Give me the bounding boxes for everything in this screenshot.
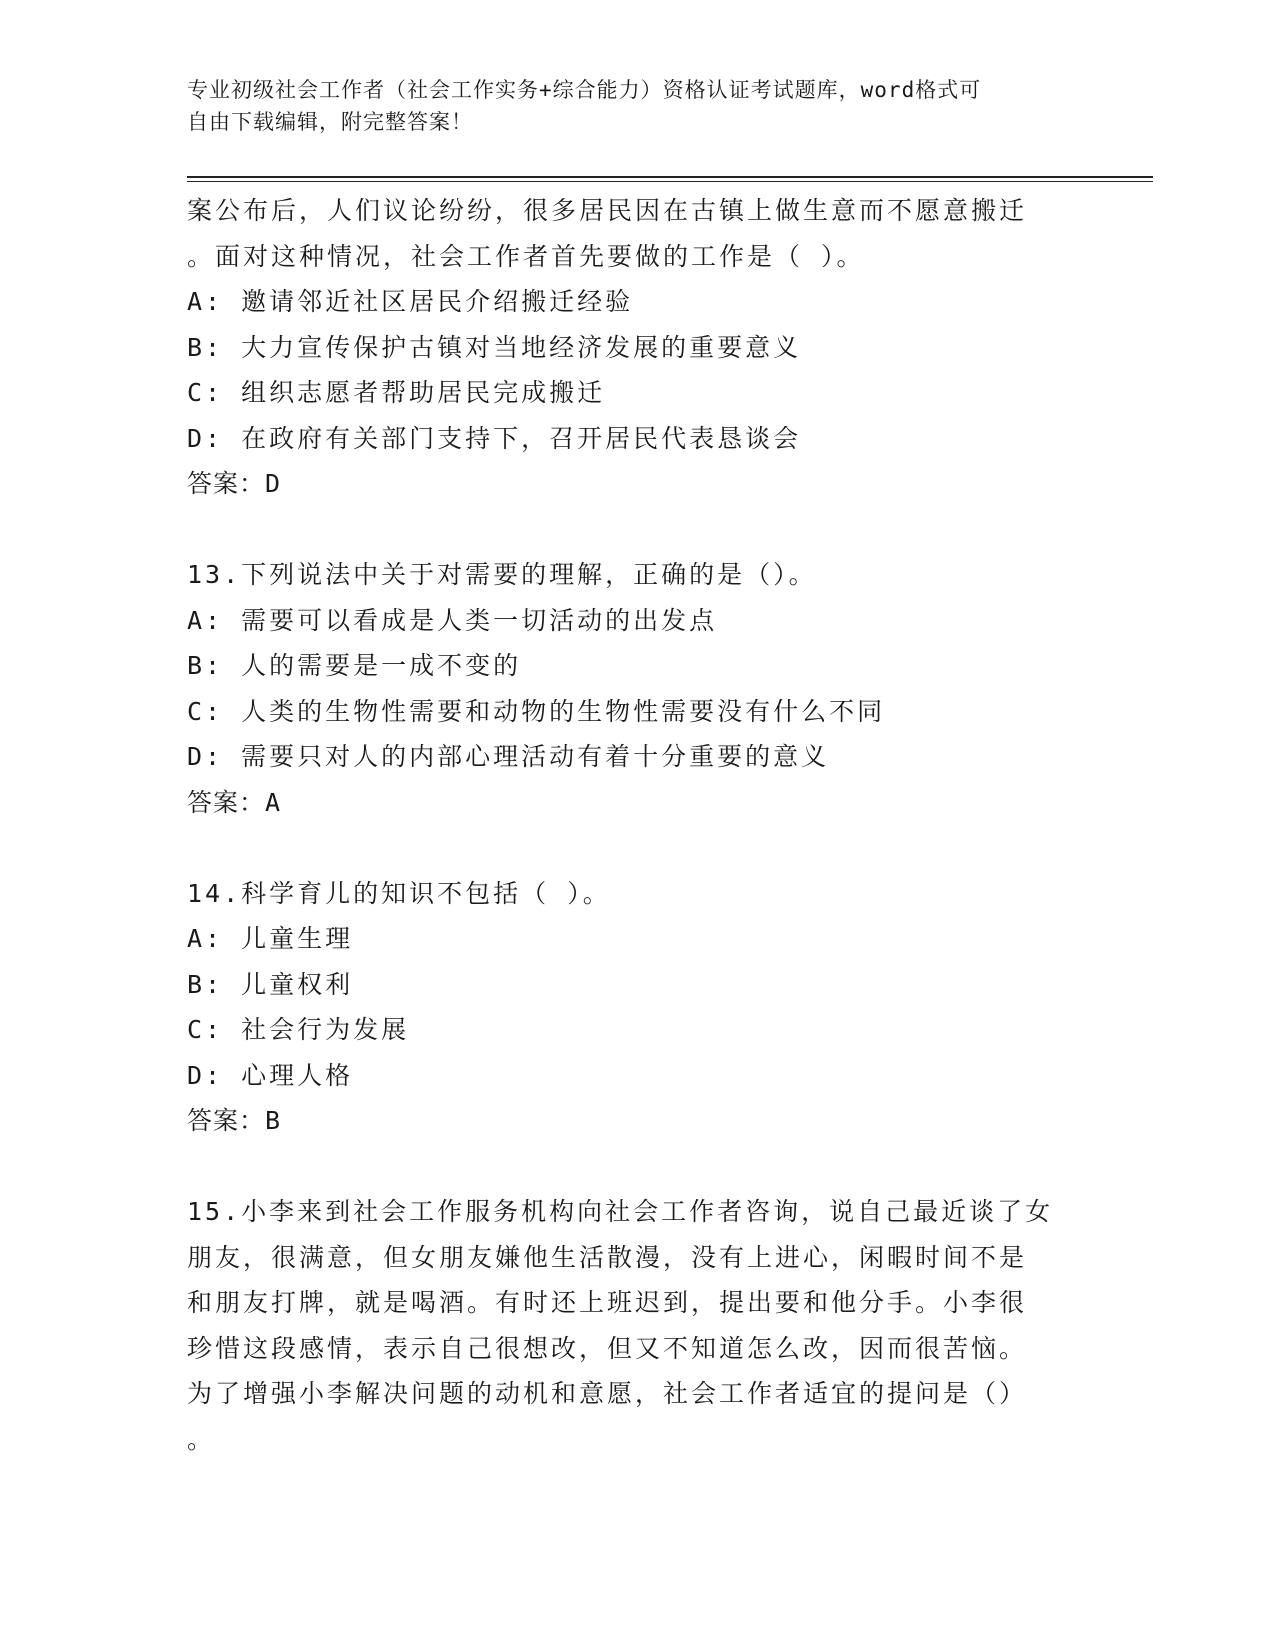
answer-line — [187, 461, 1117, 507]
answer-value: B — [265, 1106, 282, 1135]
header-title-line-1: 专业初级社会工作者（社会工作实务+综合能力）资格认证考试题库，word格式可 — [187, 78, 982, 102]
option-a: A: 需要可以看成是人类一切活动的出发点 — [187, 605, 718, 635]
question-14 — [187, 871, 1117, 1144]
option-d: D: 在政府有关部门支持下，召开居民代表恳谈会 — [187, 423, 802, 453]
option-c: C: 人类的生物性需要和动物的生物性需要没有什么不同 — [187, 696, 886, 726]
answer-line — [187, 1098, 1117, 1144]
option-d: D: 心理人格 — [187, 1060, 354, 1090]
question-stem-line: 珍惜这段感情，表示自己很想改，但又不知道怎么改，因而很苦恼。 — [187, 1333, 1028, 1363]
answer-line — [187, 780, 1117, 826]
option-b: B: 儿童权利 — [187, 969, 354, 999]
spacer — [187, 1144, 1117, 1190]
question-stem-line: 为了增强小李解决问题的动机和意愿，社会工作者适宜的提问是（） — [187, 1379, 1028, 1408]
document-header — [187, 74, 1087, 138]
answer-label: 答案： — [187, 1106, 266, 1135]
option-b: B: 人的需要是一成不变的 — [187, 651, 522, 680]
answer-label: 答案： — [187, 469, 266, 498]
question-stem-line: 14.科学育儿的知识不包括（ ）。 — [187, 878, 611, 908]
option-c: C: 组织志愿者帮助居民完成搬迁 — [187, 378, 606, 407]
header-title-line-2: 自由下载编辑，附完整答案！ — [187, 110, 473, 134]
question-stem-line: 。 — [187, 1424, 216, 1454]
question-13 — [187, 552, 1117, 825]
header-divider-thin — [187, 181, 1153, 182]
option-a: A: 儿童生理 — [187, 924, 354, 953]
question-stem-line: 。面对这种情况，社会工作者首先要做的工作是（ ）。 — [187, 241, 865, 271]
question-stem-line: 13.下列说法中关于对需要的理解，正确的是（）。 — [187, 560, 817, 589]
option-b: B: 大力宣传保护古镇对当地经济发展的重要意义 — [187, 332, 802, 362]
answer-value: D — [265, 469, 282, 498]
spacer — [187, 825, 1117, 871]
answer-value: A — [265, 787, 282, 817]
question-stem-line: 15.小李来到社会工作服务机构向社会工作者咨询，说自己最近谈了女 — [187, 1197, 1054, 1226]
question-stem-line: 案公布后，人们议论纷纷，很多居民因在古镇上做生意而不愿意搬迁 — [187, 196, 1028, 225]
option-c: C: 社会行为发展 — [187, 1015, 410, 1044]
question-stem-line: 和朋友打牌，就是喝酒。有时还上班迟到，提出要和他分手。小李很 — [187, 1288, 1028, 1317]
option-d: D: 需要只对人的内部心理活动有着十分重要的意义 — [187, 742, 830, 771]
option-a: A: 邀请邻近社区居民介绍搬迁经验 — [187, 287, 634, 316]
question-stem-line: 朋友，很满意，但女朋友嫌他生活散漫，没有上进心，闲暇时间不是 — [187, 1242, 1028, 1272]
header-divider-thick — [187, 176, 1153, 178]
question-list — [187, 188, 1117, 1462]
answer-label: 答案： — [187, 787, 266, 817]
spacer — [187, 507, 1117, 553]
question-12 — [187, 188, 1117, 507]
question-15 — [187, 1189, 1117, 1462]
